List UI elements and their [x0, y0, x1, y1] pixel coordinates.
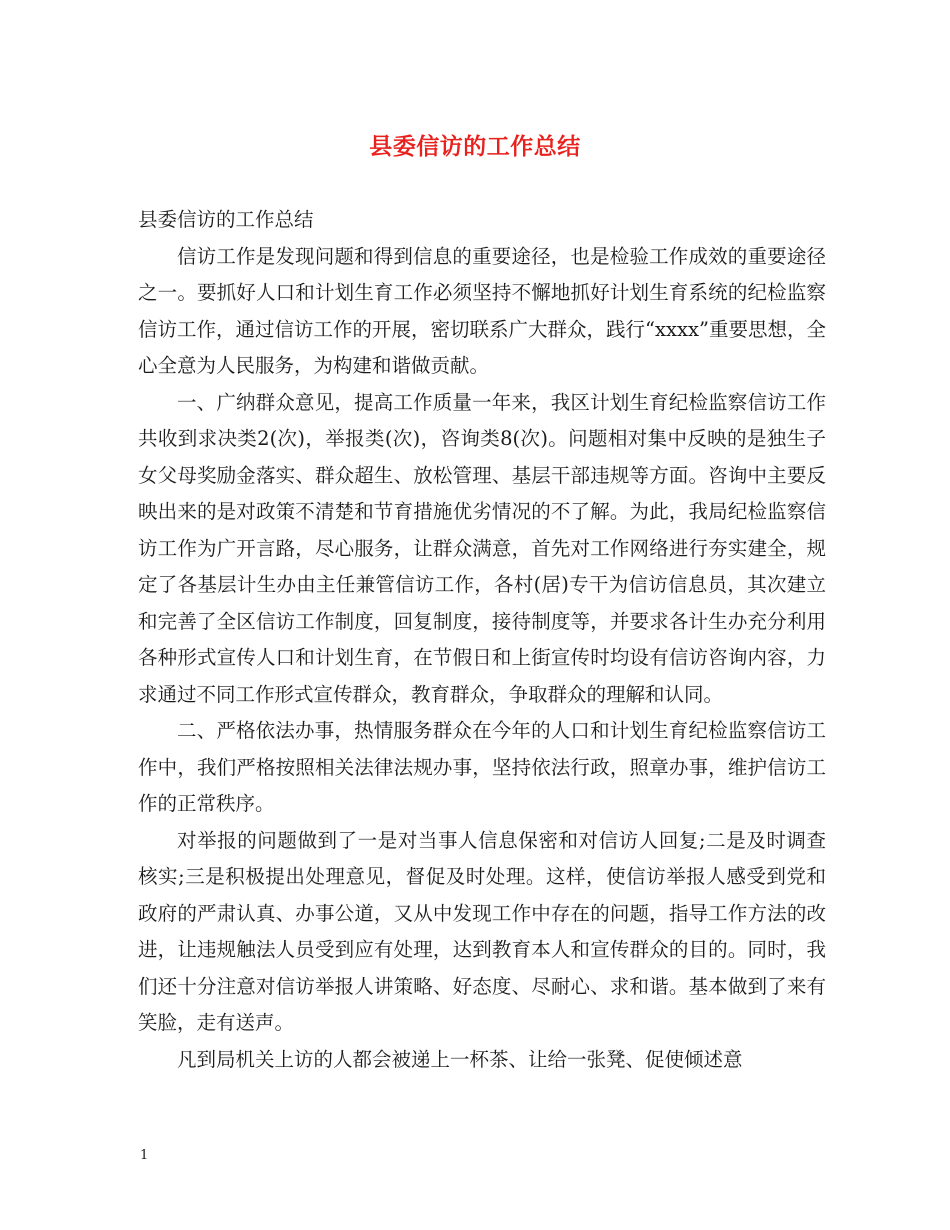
paragraph-section-2: 二、严格依法办事，热情服务群众在今年的人口和计划生育纪检监察信访工作中，我们严格按照相关法律法规办事，坚持依法行政，照章办事，维护信访工作的正常秩序。 [138, 719, 826, 815]
paragraph-section-1: 一、广纳群众意见，提高工作质量一年来，我区计划生育纪检监察信访工作共收到求决类2(次)，举报类(次)，咨询类8(次)。问题相对集中反映的是独生子女父母奖励金落实、群众超生、放松管理、基层干部违规等方面。咨询中主要反映出来的是对政策不清楚和节育措施优劣情况的不了解。为此，我局纪检监察信访工作为广开言路，尽心服务，让群众满意，首先对工作网络进行夯实建全，规定了各基层计生办由主任兼管信访工作，各村(居)专干为信访信息员，其次建立和完善了全区信访工作制度，回复制度，接待制度等，并要求各计生办充分利用各种形式宣传人口和计划生育，在节假日和上街宣传时均设有信访咨询内容，力求通过不同工作形式宣传群众，教育群众，争取群众的理解和认同。 [138, 390, 826, 706]
paragraph-reception: 凡到局机关上访的人都会被递上一杯茶、让给一张凳、促使倾述意 [177, 1047, 743, 1071]
document-subtitle: 县委信访的工作总结 [138, 208, 314, 231]
document-body [138, 202, 826, 1078]
page-number: 1 [140, 1148, 149, 1163]
document-title: 县委信访的工作总结 [369, 133, 581, 160]
paragraph-intro: 信访工作是发现问题和得到信息的重要途径，也是检验工作成效的重要途径之一。要抓好人口和计划生育工作必须坚持不懈地抓好计划生育系统的纪检监察信访工作，通过信访工作的开展，密切联系广大群众，践行“xxxx”重要思想，全心全意为人民服务，为构建和谐做贡献。 [138, 244, 826, 377]
paragraph-reporting: 对举报的问题做到了一是对当事人信息保密和对信访人回复;二是及时调查核实;三是积极提出处理意见，督促及时处理。这样，使信访举报人感受到党和政府的严肃认真、办事公道，又从中发现工作中存在的问题，指导工作方法的改进，让违规触法人员受到应有处理，达到教育本人和宣传群众的目的。同时，我们还十分注意对信访举报人讲策略、好态度、尽耐心、求和谐。基本做到了来有笑脸，走有送声。 [138, 828, 826, 1034]
